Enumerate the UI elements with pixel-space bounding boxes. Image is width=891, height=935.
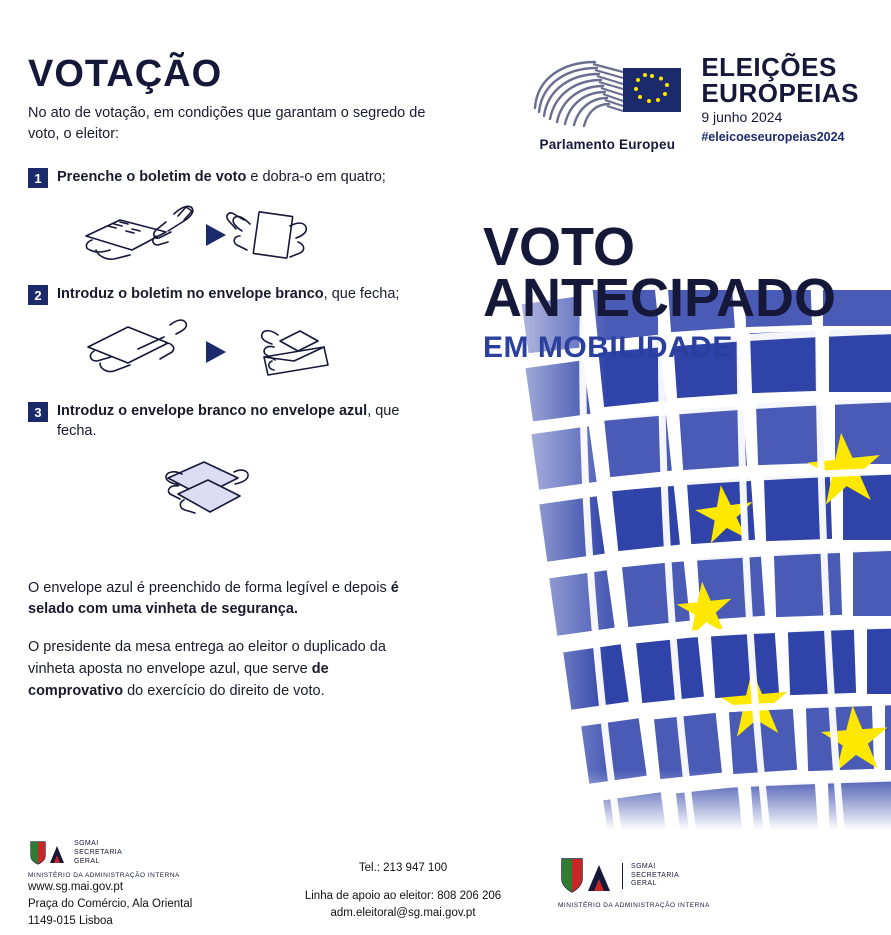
- elections-line-1: ELEIÇÕES: [701, 52, 837, 82]
- footer-sgmai-2: SECRETARIA: [74, 848, 123, 856]
- step-2: [28, 284, 427, 305]
- footer-left: [28, 840, 278, 929]
- note-1-part-a: O envelope azul é preenchido de forma legível e depois: [28, 579, 391, 596]
- step-3-text: [57, 401, 427, 442]
- headline-line-1: VOTO: [483, 217, 636, 277]
- eu-flag-artwork: [455, 290, 891, 830]
- headline-line-2: ANTECIPADO: [483, 268, 837, 329]
- footer-sgmai-logo-small: [28, 840, 278, 866]
- step-3-bold: Introduz o envelope branco no envelope azul: [57, 403, 368, 420]
- page-title: VOTAÇÃO: [28, 53, 223, 95]
- elections-hashtag: #eleicoeseuropeias2024: [701, 130, 845, 144]
- note-2-part-b: de comprovativo: [28, 660, 329, 699]
- step-3-number: 3: [28, 402, 48, 422]
- footer-sgmai-3: GERAL: [74, 857, 100, 865]
- portugal-shield-icon-large: [558, 856, 614, 896]
- footer-sgmai-2-large: SECRETARIA: [631, 871, 680, 879]
- step-1: [28, 167, 427, 188]
- european-parliament-header: [527, 52, 859, 152]
- step-1-rest: e dobra-o em quatro;: [246, 169, 386, 186]
- footer-ministry-small: MINISTÉRIO DA ADMINISTRAÇÃO INTERNA: [28, 872, 180, 880]
- intro-text: No ato de votação, em condições que garantam o segredo de voto, o eleitor:: [28, 105, 426, 143]
- illustration-fold-ballot: [78, 196, 427, 268]
- illustration-insert-white-envelope: [78, 313, 427, 385]
- illustration-blue-envelope: [148, 450, 427, 522]
- branding-column: [455, 0, 891, 830]
- note-blue-envelope: [28, 578, 427, 622]
- footer-address-line-1: Praça do Comércio, Ala Oriental: [28, 897, 193, 910]
- portugal-shield-icon: [28, 840, 66, 866]
- step-2-bold: Introduz o boletim no envelope branco: [57, 286, 324, 303]
- footer-sgmai-3-large: GERAL: [631, 880, 657, 888]
- footer-sgmai-1-large: SGMAI: [631, 862, 656, 870]
- headline: [483, 217, 837, 365]
- instructions-column: [0, 0, 455, 830]
- footer: [0, 830, 891, 935]
- ep-logo-block: [527, 52, 687, 152]
- footer-email[interactable]: adm.eleitoral@sg.mai.gov.pt: [330, 907, 476, 920]
- note-1-part-b: é selado com uma vinheta de segurança.: [28, 579, 399, 618]
- step-1-number: 1: [28, 168, 48, 188]
- elections-date: 9 junho 2024: [701, 109, 783, 125]
- footer-telephone: Tel.: 213 947 100: [358, 862, 448, 874]
- footer-ministry-large: MINISTÉRIO DA ADMINISTRAÇÃO INTERNA: [558, 902, 710, 909]
- footer-right-logo: [528, 840, 863, 909]
- elections-line-2: EUROPEIAS: [701, 78, 859, 108]
- footer-sgmai-1: SGMAI: [74, 840, 99, 847]
- footer-address-line-2: 1149-015 Lisboa: [28, 914, 113, 927]
- ep-name: Parlamento Europeu: [539, 137, 676, 152]
- step-1-bold: Preenche o boletim de voto: [57, 169, 247, 186]
- step-2-rest: , que fecha;: [323, 286, 400, 303]
- step-3: [28, 401, 427, 442]
- headline-line-3: EM MOBILIDADE: [483, 330, 733, 364]
- note-2-part-c: do exercício do direito de voto.: [123, 682, 325, 699]
- note-receipt: [28, 637, 427, 702]
- step-2-text: [57, 284, 399, 304]
- footer-helpline: Linha de apoio ao eleitor: 808 206 206: [304, 890, 502, 902]
- elections-block: [701, 52, 859, 144]
- step-1-text: [57, 167, 386, 187]
- footer-contacts: [278, 840, 528, 923]
- european-parliament-logo-icon: [527, 56, 687, 128]
- step-3-rest: , que fecha.: [57, 403, 400, 440]
- step-2-number: 2: [28, 285, 48, 305]
- note-2-part-a: O presidente da mesa entrega ao eleitor o duplicado da vinheta aposta no envelope azul, que serve: [28, 639, 386, 677]
- footer-website[interactable]: www.sg.mai.gov.pt: [28, 881, 124, 894]
